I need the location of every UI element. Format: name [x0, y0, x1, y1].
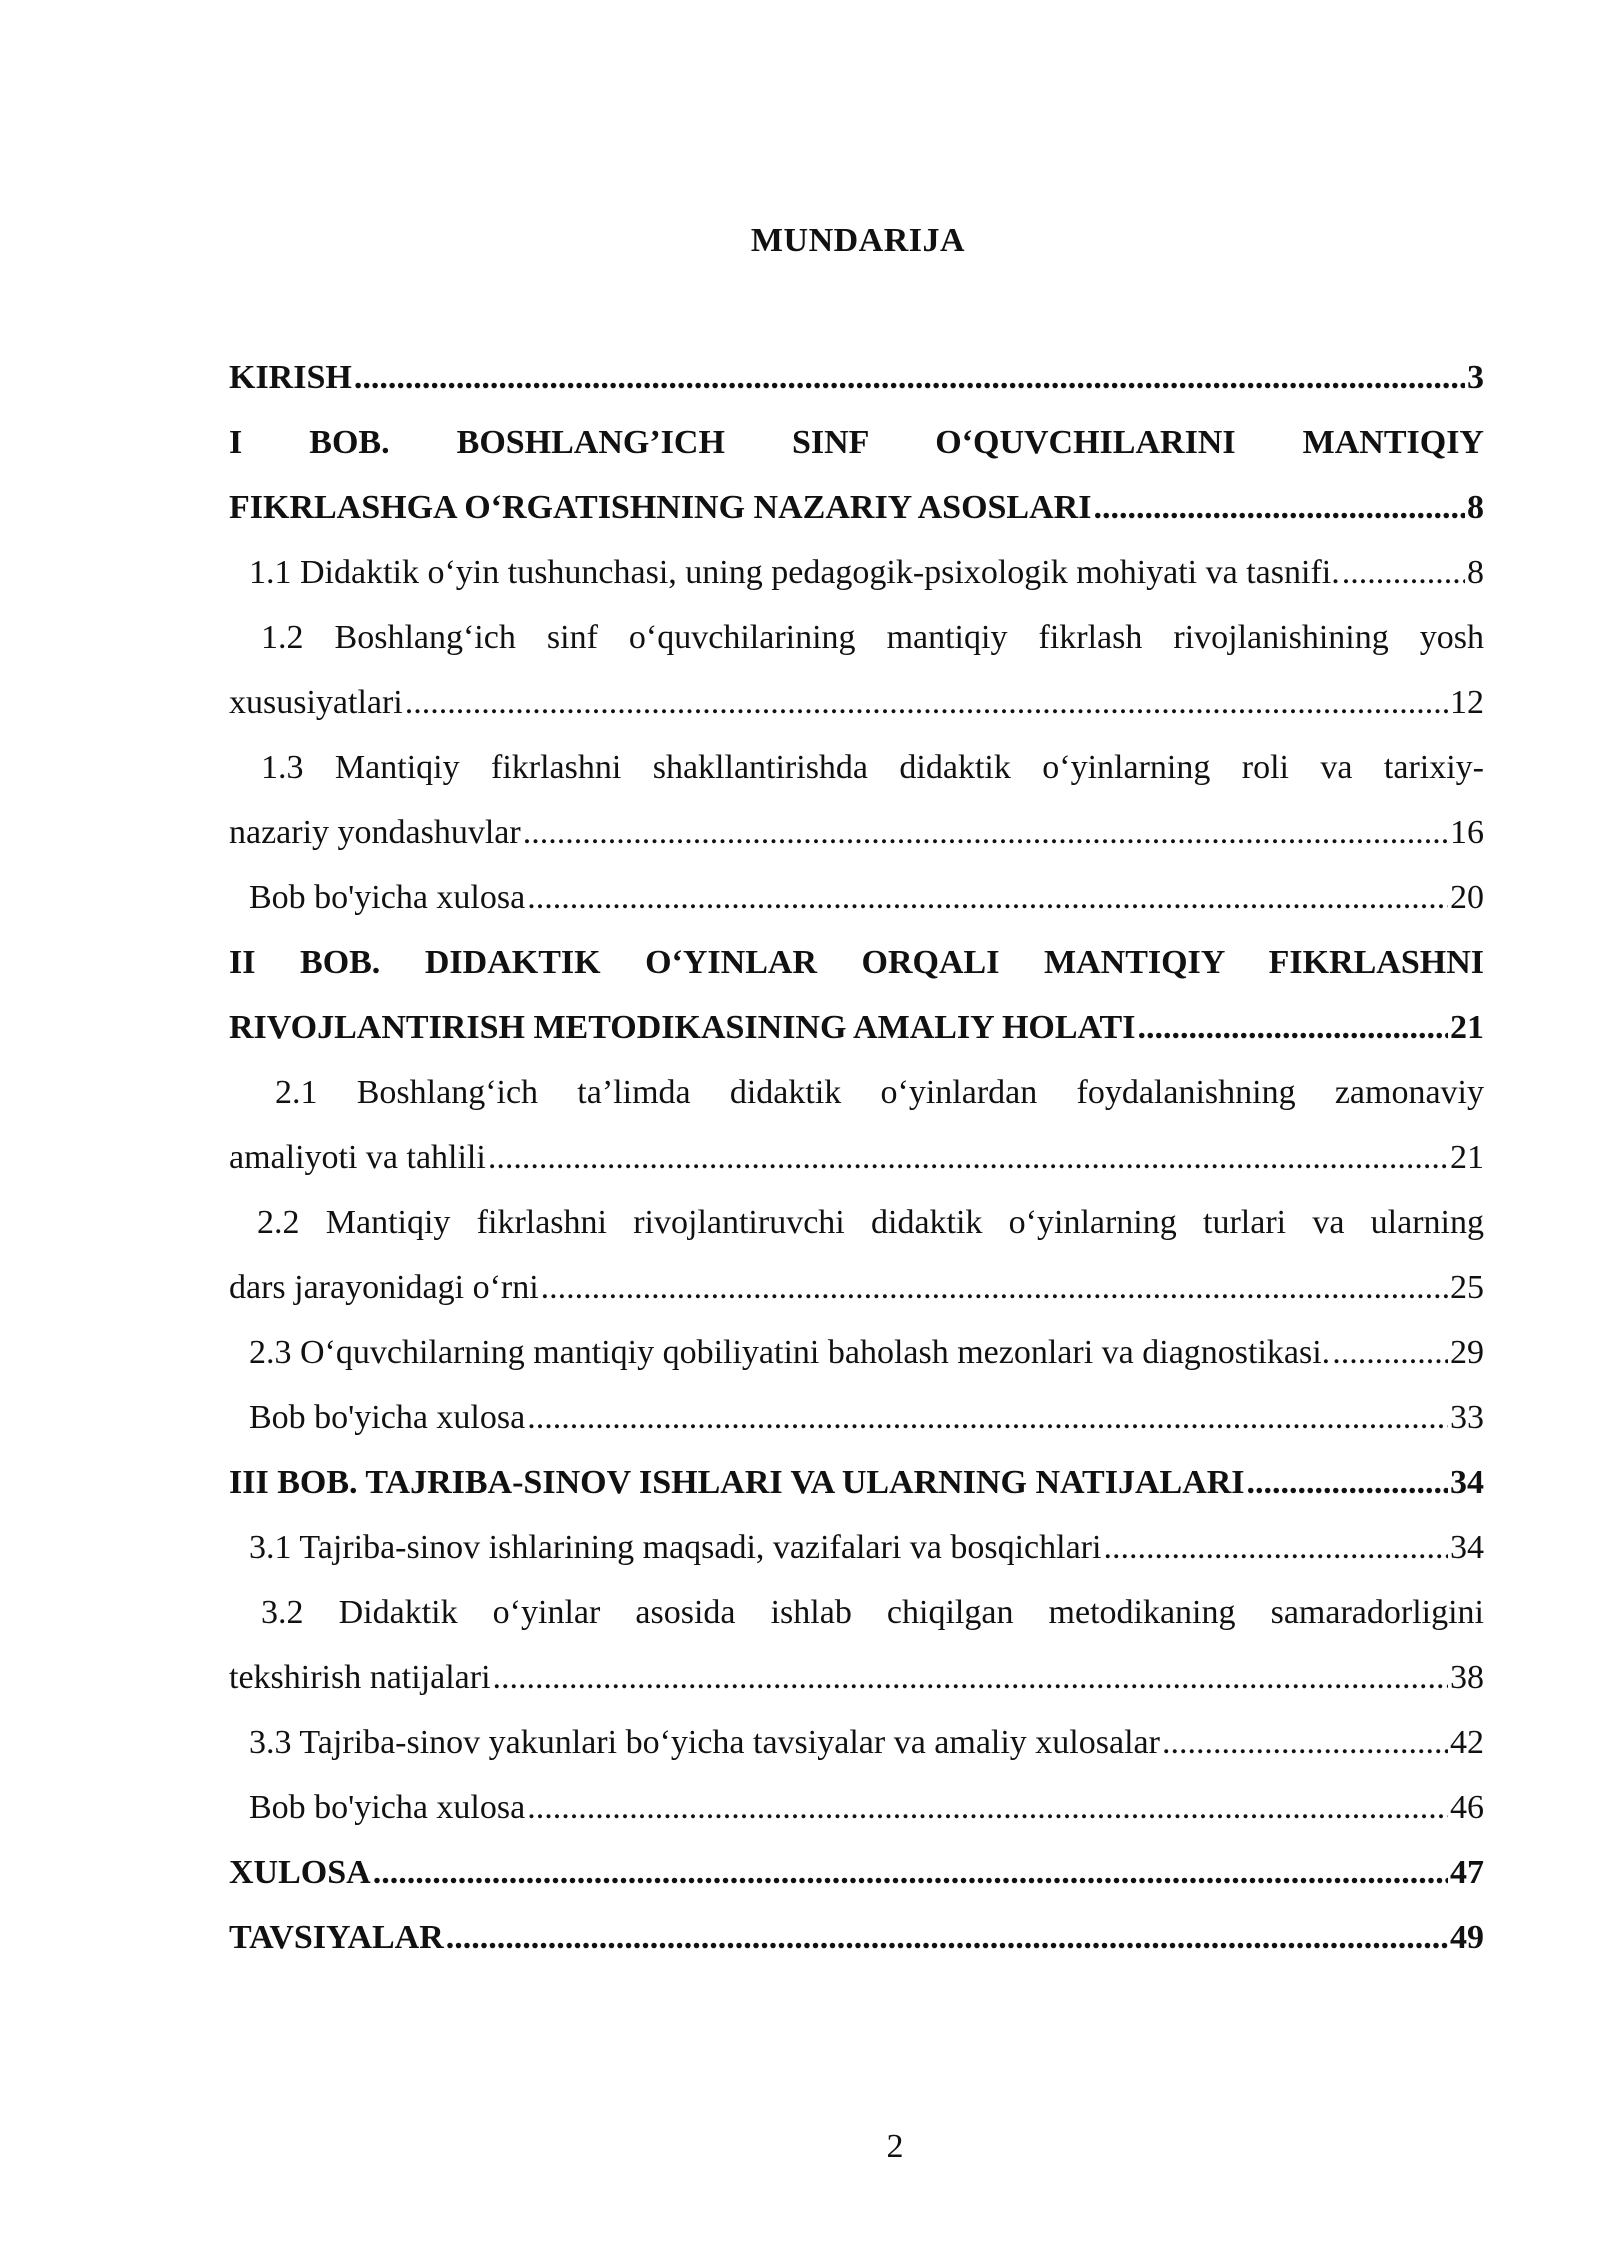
toc-entry-title-line: I BOB. BOSHLANG’ICH SINF O‘QUVCHILARINI MANTIQIY	[229, 424, 1484, 461]
toc-entry-section-3-2[interactable]	[229, 1580, 1484, 1710]
toc-page-number: 34	[1450, 1464, 1484, 1501]
toc-entry-title-line: 3.2 Didaktik o‘yinlar asosida ishlab chiqilgan metodikaning samaradorligini	[261, 1594, 1484, 1631]
dot-leader	[354, 345, 1465, 410]
toc-entry-title: III BOB. TAJRIBA-SINOV ISHLARI VA ULARNING NATIJALARI	[229, 1464, 1245, 1501]
toc-entry-title: amaliyoti va tahlili	[229, 1139, 486, 1176]
toc-entry-title: 1.1 Didaktik o‘yin tushunchasi, uning pedagogik-psixologik mohiyati va tasnifi.	[249, 554, 1340, 591]
dot-leader	[527, 865, 1448, 930]
toc-entry-section-1-1[interactable]	[229, 540, 1484, 605]
toc-entry-title: xususiyatlari	[229, 684, 403, 721]
toc-page-number: 34	[1450, 1529, 1484, 1566]
dot-leader	[1342, 540, 1465, 605]
toc-page-number: 46	[1450, 1789, 1484, 1826]
toc-page-number: 21	[1450, 1139, 1484, 1176]
toc-page-number: 8	[1467, 554, 1484, 591]
toc-entry-title: FIKRLASHGA O‘RGATISHNING NAZARIY ASOSLARI	[229, 489, 1092, 526]
toc-entry-title: TAVSIYALAR	[229, 1919, 444, 1956]
dot-leader	[1162, 1710, 1448, 1775]
toc-entry-recommendations[interactable]	[229, 1905, 1484, 1970]
toc-entry-section-2-2[interactable]	[229, 1190, 1484, 1320]
dot-leader	[1093, 475, 1465, 540]
table-of-contents	[229, 345, 1484, 1970]
toc-entry-title: nazariy yondashuvlar	[229, 814, 521, 851]
toc-entry-kirish[interactable]	[229, 345, 1484, 410]
toc-page-number: 33	[1450, 1399, 1484, 1436]
toc-page-number: 16	[1450, 814, 1484, 851]
toc-page-number: 25	[1450, 1269, 1484, 1306]
dot-leader	[1247, 1450, 1448, 1515]
dot-leader	[1103, 1515, 1448, 1580]
toc-entry-section-3-1[interactable]	[229, 1515, 1484, 1580]
page-title: MUNDARIJA	[750, 222, 966, 259]
toc-entry-conclusion[interactable]	[229, 1840, 1484, 1905]
toc-entry-title-line: II BOB. DIDAKTIK O‘YINLAR ORQALI MANTIQIY FIKRLASHNI	[229, 944, 1484, 981]
toc-entry-title-line: 1.2 Boshlang‘ich sinf o‘quvchilarining mantiqiy fikrlash rivojlanishining yosh	[261, 619, 1484, 656]
toc-page-number: 42	[1450, 1724, 1484, 1761]
toc-entry-chapter-1-summary[interactable]	[229, 865, 1484, 930]
toc-entry-title: 3.1 Tajriba-sinov ishlarining maqsadi, vazifalari va bosqichlari	[249, 1529, 1102, 1566]
toc-entry-title: dars jarayonidagi o‘rni	[229, 1269, 539, 1306]
toc-page-number: 29	[1450, 1334, 1484, 1371]
dot-leader	[1332, 1320, 1448, 1385]
toc-entry-title: Bob bo'yicha xulosa	[249, 879, 526, 916]
toc-entry-section-2-1[interactable]	[229, 1060, 1484, 1190]
dot-leader	[373, 1840, 1448, 1905]
toc-entry-section-3-3[interactable]	[229, 1710, 1484, 1775]
toc-entry-title: Bob bo'yicha xulosa	[249, 1399, 526, 1436]
toc-entry-title-line: 2.2 Mantiqiy fikrlashni rivojlantiruvchi didaktik o‘yinlarning turlari va ularning	[257, 1204, 1484, 1241]
toc-entry-chapter-2[interactable]	[229, 930, 1484, 1060]
toc-page-number: 8	[1467, 489, 1484, 526]
toc-entry-title: Bob bo'yicha xulosa	[249, 1789, 526, 1826]
dot-leader	[405, 670, 1448, 735]
dot-leader	[1137, 995, 1448, 1060]
dot-leader	[523, 800, 1448, 865]
toc-page-number: 12	[1450, 684, 1484, 721]
page-number: 2	[886, 2128, 904, 2165]
toc-entry-section-1-2[interactable]	[229, 605, 1484, 735]
toc-page-number: 3	[1467, 359, 1484, 396]
toc-entry-chapter-3[interactable]	[229, 1450, 1484, 1515]
toc-entry-section-2-3[interactable]	[229, 1320, 1484, 1385]
toc-entry-title: 3.3 Tajriba-sinov yakunlari bo‘yicha tavsiyalar va amaliy xulosalar	[249, 1724, 1160, 1761]
dot-leader	[446, 1905, 1448, 1970]
toc-page-number: 49	[1450, 1919, 1484, 1956]
toc-page-number: 21	[1450, 1009, 1484, 1046]
toc-entry-chapter-1[interactable]	[229, 410, 1484, 540]
toc-entry-title: 2.3 O‘quvchilarning mantiqiy qobiliyatini baholash mezonlari va diagnostikasi.	[249, 1334, 1331, 1371]
dot-leader	[493, 1645, 1448, 1710]
toc-entry-title: XULOSA	[229, 1854, 371, 1891]
toc-entry-chapter-2-summary[interactable]	[229, 1385, 1484, 1450]
toc-entry-title-line: 1.3 Mantiqiy fikrlashni shakllantirishda didaktik o‘yinlarning roli va tarixiy-	[261, 749, 1484, 786]
toc-page-number: 47	[1450, 1854, 1484, 1891]
toc-entry-title: KIRISH	[229, 359, 352, 396]
dot-leader	[527, 1385, 1448, 1450]
toc-entry-section-1-3[interactable]	[229, 735, 1484, 865]
toc-entry-title-line: 2.1 Boshlang‘ich ta’limda didaktik o‘yinlardan foydalanishning zamonaviy	[275, 1074, 1484, 1111]
dot-leader	[527, 1775, 1448, 1840]
dot-leader	[541, 1255, 1448, 1320]
toc-entry-chapter-3-summary[interactable]	[229, 1775, 1484, 1840]
toc-entry-title: RIVOJLANTIRISH METODIKASINING AMALIY HOLATI	[229, 1009, 1136, 1046]
toc-entry-title: tekshirish natijalari	[229, 1659, 491, 1696]
dot-leader	[488, 1125, 1448, 1190]
toc-page-number: 20	[1450, 879, 1484, 916]
toc-page-number: 38	[1450, 1659, 1484, 1696]
